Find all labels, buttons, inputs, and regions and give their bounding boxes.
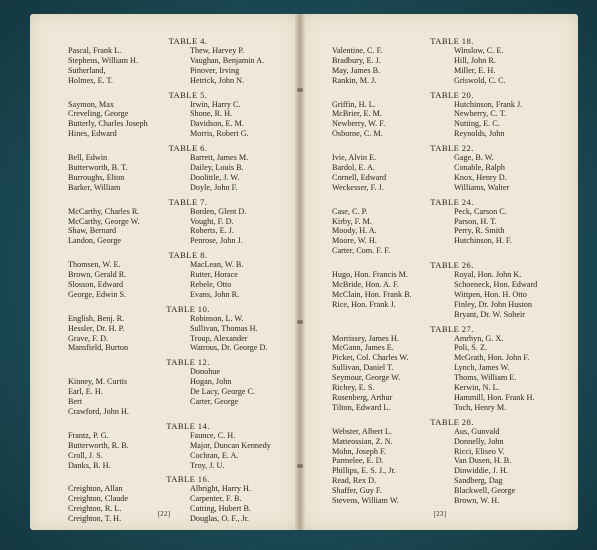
guest-name-left: Hugo, Hon. Francis M. <box>332 270 408 280</box>
guest-name-right: Faunce, C. H. <box>190 430 236 440</box>
guest-name-left <box>332 310 450 320</box>
guest-name-right: Bryant, Dr. W. Soheir <box>454 309 525 319</box>
guest-name-left: Moore, W. H. <box>332 236 377 246</box>
seating-table <box>68 421 308 471</box>
guest-row <box>332 66 572 76</box>
seating-table <box>68 197 308 247</box>
guest-name-left: Osborne, C. M. <box>332 129 383 139</box>
guest-name-left: Butterworth, R. B. <box>68 440 129 450</box>
guest-row <box>68 314 308 324</box>
guest-name-left: Read, Rex D. <box>332 476 377 486</box>
guest-name-right: Griswold, C. C. <box>454 75 506 85</box>
guest-row <box>332 207 572 217</box>
left-page <box>30 14 298 530</box>
guest-name-right: Morris, Robert G. <box>190 129 249 139</box>
seating-table <box>332 90 572 140</box>
guest-name-left: Crawford, John H. <box>68 406 129 416</box>
guest-name-right: Irwin, Harry C. <box>190 99 241 109</box>
guest-name-right: Hutchinson, H. F. <box>454 236 512 246</box>
guest-row <box>332 353 572 363</box>
guest-name-left: Butterly, Charles Joseph <box>68 119 148 129</box>
guest-name-left: Kirby, F. M. <box>332 216 372 226</box>
guest-name-left: Picket, Col. Charles W. <box>332 353 409 363</box>
guest-name-right: Hetrick, John N. <box>190 75 245 85</box>
guest-name-left: Newberry, W. F. <box>332 119 386 129</box>
guest-name-left: Saymon, Max <box>68 99 114 109</box>
guest-name-left: Hines, Edward <box>68 129 117 139</box>
guest-row <box>68 377 308 387</box>
guest-name-right: Finley, Dr. John Huston <box>454 299 532 309</box>
seating-table <box>68 357 308 416</box>
guest-name-right: Wittpen, Hon. H. Otto <box>454 289 527 299</box>
guest-name-left: Morrissey, James H. <box>332 333 399 343</box>
guest-row <box>332 343 572 353</box>
guest-name-left: May, James B. <box>332 65 381 75</box>
guest-name-right: McGrath, Hon. John F. <box>454 353 530 363</box>
right-page-number: [23] <box>433 511 447 518</box>
guest-row <box>332 290 572 300</box>
guest-row <box>332 119 572 129</box>
guest-name-left: Brown, Gerald R. <box>68 270 127 280</box>
guest-name-left: Bradbury, E. J. <box>332 55 381 65</box>
guest-name-right: Newberry, C. T. <box>454 109 507 119</box>
guest-name-right <box>450 246 572 256</box>
seating-table <box>68 36 308 86</box>
table-title: TABLE 14. <box>166 420 210 431</box>
guest-name-right: Miller, E. H. <box>454 65 496 75</box>
table-title: TABLE 7. <box>168 196 208 207</box>
guest-row <box>332 496 572 506</box>
guest-name-left: McBride, Hon. A. F. <box>332 280 399 290</box>
guest-row <box>332 363 572 373</box>
guest-name-right: Borden, Glent D. <box>190 206 247 216</box>
guest-name-right: Schoeneck, Hon. Edward <box>454 280 538 290</box>
guest-name-right: Nutting, E. C. <box>454 119 500 129</box>
guest-row <box>332 226 572 236</box>
guest-name-left: Kinney, M. Curtis <box>68 377 128 387</box>
guest-name-right: Douglas, O. F., Jr. <box>190 514 249 524</box>
table-title: TABLE 22. <box>430 143 474 154</box>
guest-name-left: Mansfield, Burton <box>68 343 129 353</box>
guest-row <box>68 153 308 163</box>
guest-name-right: Cutting, Hubert B. <box>190 504 251 514</box>
guest-name-left: Landon, George <box>68 236 122 246</box>
left-page-content <box>68 36 308 528</box>
guest-name-right: Major, Duncan Kennedy <box>190 440 271 450</box>
guest-name-right: Brown, W. H. <box>454 495 500 505</box>
guest-name-right: Hogan, John <box>190 377 232 387</box>
guest-name-right: Williams, Walter <box>454 182 510 192</box>
table-title: TABLE 16. <box>166 474 210 485</box>
seating-table <box>332 36 572 86</box>
guest-row <box>332 153 572 163</box>
guest-name-left: Bardol, E. A. <box>332 163 375 173</box>
guest-name-left: Rice, Hon. Frank J. <box>332 299 396 309</box>
guest-row <box>68 56 308 66</box>
guest-name-left: Seymour, George W. <box>332 373 401 383</box>
guest-name-left: Mohn, Joseph F. <box>332 446 386 456</box>
guest-name-right: Watrous, Dr. George D. <box>190 343 268 353</box>
guest-name-left: Rankin, M. J. <box>332 75 377 85</box>
guest-name-right: Parson, H. T. <box>454 216 497 226</box>
guest-name-right: Troy, J. U. <box>190 460 225 470</box>
guest-row <box>68 461 308 471</box>
guest-name-right: Conable, Ralph <box>454 163 505 173</box>
guest-name-right: Roberts, E. J. <box>190 226 234 236</box>
guest-name-left: Richey, E. S. <box>332 383 375 393</box>
right-page <box>302 14 578 530</box>
guest-name-right: Evans, John R. <box>190 289 240 299</box>
guest-name-left: Hessler, Dr. H. P. <box>68 323 125 333</box>
guest-row <box>332 447 572 457</box>
table-title: TABLE 18. <box>430 36 474 46</box>
guest-row <box>332 163 572 173</box>
guest-name-right: Royal, Hon. John K. <box>454 270 522 280</box>
seating-table <box>332 143 572 193</box>
guest-row <box>332 456 572 466</box>
guest-row <box>68 367 308 377</box>
guest-name-right: Hutchinson, Frank J. <box>454 99 523 109</box>
guest-name-right: Barrett, James M. <box>190 153 249 163</box>
guest-name-left: Butterworth, B. T. <box>68 163 128 173</box>
guest-name-right: Dinwiddie, J. H. <box>454 466 508 476</box>
guest-name-left: McGann, James E. <box>332 343 394 353</box>
guest-name-right: Davidson, E. M. <box>190 119 244 129</box>
guest-name-right: MacLean, W. B. <box>190 260 244 270</box>
guest-row <box>68 173 308 183</box>
guest-name-right: Rebele, Otto <box>190 280 232 290</box>
table-title: TABLE 26. <box>430 260 474 271</box>
guest-name-left: Matteossian, Z. N. <box>332 436 393 446</box>
guest-row <box>332 236 572 246</box>
guest-name-right: Sullivan, Thomas H. <box>190 323 258 333</box>
right-page-content <box>332 36 572 510</box>
guest-name-right: Donohue <box>190 367 221 377</box>
guest-row <box>332 466 572 476</box>
guest-name-right: Pinover, Irving <box>190 65 240 75</box>
guest-name-left: Creveling, George <box>68 109 129 119</box>
guest-row <box>332 334 572 344</box>
seating-table <box>68 250 308 300</box>
guest-row <box>68 129 308 139</box>
guest-name-left: Sutherland, <box>68 65 106 75</box>
guest-name-left: Webster, Albert L. <box>332 426 392 436</box>
seating-table <box>332 417 572 506</box>
guest-row <box>68 207 308 217</box>
guest-name-right: Doyle, John F. <box>190 182 238 192</box>
guest-name-left: Bert <box>68 397 83 407</box>
guest-row <box>68 226 308 236</box>
guest-name-right: Rutter, Horace <box>190 270 238 280</box>
guest-row <box>332 373 572 383</box>
guest-row <box>68 441 308 451</box>
guest-name-left: McCarthy, Charles R. <box>68 206 140 216</box>
guest-name-right: Ricci, Eliseo V. <box>454 446 505 456</box>
guest-row <box>68 217 308 227</box>
guest-row <box>68 387 308 397</box>
table-title: TABLE 10. <box>166 303 210 314</box>
guest-name-left: Rosenberg, Arthur <box>332 392 393 402</box>
guest-row <box>68 290 308 300</box>
seating-table <box>332 197 572 256</box>
guest-row <box>332 46 572 56</box>
guest-name-right: De Lacy, George C. <box>190 387 256 397</box>
guest-name-left: Slosson, Edward <box>68 280 124 290</box>
guest-name-left: Creighton, T. H. <box>68 514 122 524</box>
guest-name-right <box>186 407 308 417</box>
guest-row <box>68 334 308 344</box>
guest-name-left: Carter, Com. F. F. <box>332 246 391 256</box>
guest-row <box>332 393 572 403</box>
guest-name-left: Frantz, P. G. <box>68 430 109 440</box>
guest-row <box>332 270 572 280</box>
guest-name-left: Valentine, C. F. <box>332 46 383 55</box>
guest-name-right: Thew, Harvey P. <box>190 46 245 55</box>
guest-row <box>68 343 308 353</box>
guest-name-left: Parmelee, E. D. <box>332 456 384 466</box>
guest-name-right: Donnelly, John <box>454 436 504 446</box>
guest-row <box>68 46 308 56</box>
guest-row <box>68 407 308 417</box>
guest-name-left: Cornell, Edward <box>332 172 387 182</box>
guest-row <box>68 236 308 246</box>
guest-name-right: Robinson, L. W. <box>190 313 244 323</box>
guest-name-left: McClain, Hon. Frank B. <box>332 289 412 299</box>
guest-name-left: Tilton, Edward L. <box>332 402 391 412</box>
guest-name-left: Ivie, Alvin E. <box>332 153 377 163</box>
guest-name-left: Earl, E. H. <box>68 387 103 397</box>
guest-name-left: Creighton, Claude <box>68 494 129 504</box>
guest-name-left: Danks, B. H. <box>68 460 111 470</box>
table-title: TABLE 12. <box>166 357 210 368</box>
guest-name-left: Creighton, Allan <box>68 484 123 494</box>
guest-name-left: Pascal, Frank L. <box>68 46 122 55</box>
table-title: TABLE 8. <box>168 250 208 261</box>
guest-name-right: Penrose, John J. <box>190 236 243 246</box>
seating-table <box>332 260 572 319</box>
guest-name-right: Gage, B. W. <box>454 153 494 163</box>
guest-name-right: Carpenter, F. B. <box>190 494 242 504</box>
guest-name-right: Van Dusen, H. B. <box>454 456 512 466</box>
guest-row <box>332 76 572 86</box>
seating-table <box>68 143 308 193</box>
guest-name-right: Kerwin, N. L. <box>454 383 500 393</box>
guest-row <box>332 173 572 183</box>
guest-name-left: Moody, H. A. <box>332 226 377 236</box>
guest-name-left: George, Edwin S. <box>68 289 127 299</box>
guest-name-left: Bell, Edwin <box>68 153 108 163</box>
guest-row <box>68 451 308 461</box>
guest-row <box>332 56 572 66</box>
guest-name-left: Grave, F. D. <box>68 333 109 343</box>
guest-row <box>332 383 572 393</box>
binding-stitch <box>297 88 303 92</box>
seating-table <box>332 324 572 413</box>
table-title: TABLE 27. <box>430 323 474 334</box>
guest-name-right: Cochran, E. A. <box>190 450 239 460</box>
binding-stitch <box>297 464 303 468</box>
guest-name-left: Stevens, William W. <box>332 495 399 505</box>
guest-name-right: Vaughan, Benjamin A. <box>190 55 265 65</box>
guest-row <box>68 76 308 86</box>
guest-name-left: Shaffer, Guy F. <box>332 486 382 496</box>
guest-row <box>68 163 308 173</box>
guest-row <box>332 403 572 413</box>
guest-name-left: Barker, William <box>68 182 121 192</box>
guest-row <box>68 280 308 290</box>
guest-name-right: Amrhyn, G. X. <box>454 333 504 343</box>
guest-name-right: Sandberg, Dag <box>454 476 503 486</box>
guest-name-right: Peck, Carson C. <box>454 206 507 216</box>
guest-name-left: English, Benj. R. <box>68 313 125 323</box>
table-title: TABLE 28. <box>430 416 474 427</box>
guest-name-left: Weckesser, F. J. <box>332 182 384 192</box>
guest-name-right: Doolittle, J. W. <box>190 172 240 182</box>
guest-name-right: Reynolds, John <box>454 129 505 139</box>
guest-name-left: McCarthy, George W. <box>68 216 140 226</box>
guest-name-right: Thoms, William E. <box>454 373 517 383</box>
guest-name-left: Sullivan, Daniel T. <box>332 363 394 373</box>
guest-name-right: Poli, S. Z. <box>454 343 487 353</box>
table-title: TABLE 4. <box>168 36 208 46</box>
table-title: TABLE 24. <box>430 196 474 207</box>
guest-name-right: Hammill, Hon. Frank H. <box>454 392 535 402</box>
guest-row <box>332 476 572 486</box>
table-title: TABLE 20. <box>430 89 474 100</box>
guest-name-left: Thomsen, W. E. <box>68 260 121 270</box>
guest-row <box>332 427 572 437</box>
guest-row <box>68 119 308 129</box>
guest-name-right: Aus, Gunvald <box>454 426 500 436</box>
guest-row <box>332 310 572 320</box>
guest-name-left: Croll, J. S. <box>68 450 103 460</box>
guest-name-left: McBrier, E. M. <box>332 109 382 119</box>
guest-row <box>332 280 572 290</box>
guest-name-right: Hill, John R. <box>454 55 496 65</box>
guest-name-left: Griffin, H. L. <box>332 99 376 109</box>
guest-name-left: Stephens, William H. <box>68 55 139 65</box>
guest-row <box>68 100 308 110</box>
guest-row <box>68 494 308 504</box>
guest-row <box>332 246 572 256</box>
guest-name-right: Shone, R. H. <box>190 109 233 119</box>
guest-row <box>68 270 308 280</box>
guest-row <box>68 397 308 407</box>
guest-row <box>332 300 572 310</box>
binding-stitch <box>297 320 303 324</box>
guest-name-right: Perry, R. Smith <box>454 226 505 236</box>
guest-name-right: Dailey, Louis B. <box>190 163 244 173</box>
guest-row <box>332 437 572 447</box>
guest-name-left <box>68 367 186 377</box>
guest-name-right: Toch, Henry M. <box>454 402 507 412</box>
guest-row <box>68 431 308 441</box>
guest-row <box>68 260 308 270</box>
guest-row <box>332 129 572 139</box>
guest-name-right: Carter, George <box>190 397 239 407</box>
guest-name-right: Vought, F. D. <box>190 216 234 226</box>
guest-row <box>332 486 572 496</box>
guest-row <box>332 100 572 110</box>
guest-name-left: Case, C. P. <box>332 206 368 216</box>
guest-name-right: Albright, Harry H. <box>190 484 251 494</box>
guest-name-right: Knox, Henry D. <box>454 172 507 182</box>
guest-name-left: Shaw, Bernard <box>68 226 117 236</box>
seating-table <box>68 90 308 140</box>
guest-name-right: Lynch, James W. <box>454 363 510 373</box>
guest-row <box>68 109 308 119</box>
guest-row <box>332 183 572 193</box>
guest-name-right: Troup, Alexander <box>190 333 248 343</box>
seating-table <box>68 304 308 354</box>
table-title: TABLE 6. <box>168 143 208 154</box>
guest-row <box>332 217 572 227</box>
table-title: TABLE 5. <box>168 89 208 100</box>
guest-name-left: Creighton, R. L. <box>68 504 122 514</box>
guest-row <box>68 324 308 334</box>
guest-name-left: Burroughs, Elton <box>68 172 125 182</box>
guest-row <box>332 109 572 119</box>
guest-name-right: Blackwell, George <box>454 486 516 496</box>
guest-name-left: Phillips, E. S. J., Jr. <box>332 466 396 476</box>
guest-row <box>68 183 308 193</box>
guest-name-left: Holmes, E. T. <box>68 75 113 85</box>
left-page-number: [22] <box>157 511 171 518</box>
guest-row <box>68 484 308 494</box>
guest-name-right: Winslow, C. E. <box>454 46 504 55</box>
guest-row <box>68 66 308 76</box>
